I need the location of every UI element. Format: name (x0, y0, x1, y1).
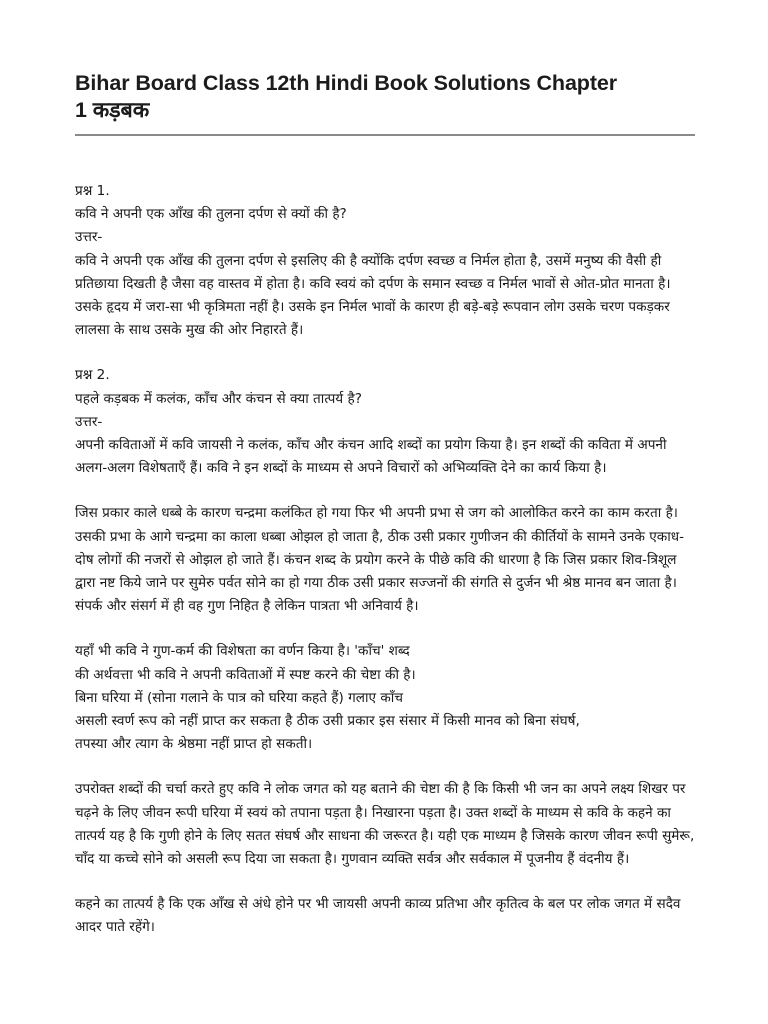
question-1-text: कवि ने अपनी एक आँख की तुलना दर्पण से क्यों की है? (75, 206, 347, 223)
paragraph-3-line: बिना घरिया में (सोना गलाने के पात्र को घरिया कहते हैं) गलाए काँच (75, 689, 403, 706)
answer-2-paragraph-4: उपरोक्त शब्दों की चर्चा करते हुए कवि ने लोक जगत को यह बताने की चेष्टा की है कि किसी भी जन का अपने लक्ष्य शिखर पर चढ़ने के लिए जीवन रूपी घरिया में स्वयं को तपाना पड़ता है। निखारना पड़ता है। उक्त शब्दों के माध्यम से कवि के कहने का तात्पर्य यह है कि गुणी होने के लिए सतत संघर्ष और साधना की जरूरत है। यही एक माध्यम है जिसके कारण जीवन रूपी सुमेरू, चाँद या कच्चे सोने को असली रूप दिया जा सकता है। गुणवान व्यक्ति सर्वत्र और सर्वकाल में पूजनीय हैं वंदनीय हैं। (75, 781, 695, 868)
article-body (75, 180, 695, 940)
answer-2-paragraph-1: अपनी कविताओं में कवि जायसी ने कलंक, काँच और कंचन आदि शब्दों का प्रयोग किया है। इन शब्दों की कविता में अपनी अलग-अलग विशेषताएँ हैं। कवि ने इन शब्दों के माध्यम से अपने विचारों को अभिव्यक्ति देने का कार्य किया है। (75, 437, 667, 477)
answer-2-paragraph-2: जिस प्रकार काले धब्बे के कारण चन्द्रमा कलंकित हो गया फिर भी अपनी प्रभा से जग को आलोकित करने का काम करता है। उसकी प्रभा के आगे चन्द्रमा का काला धब्बा ओझल हो जाता है, ठीक उसी प्रकार गुणीजन की कीर्तियों के सामने उनके एकाध-दोष लोगों की नजरों से ओझल हो जाते हैं। कंचन शब्द के प्रयोग करने के पीछे कवि की धारणा है कि जिस प्रकार शिव-त्रिशूल द्वारा नष्ट किये जाने पर सुमेरु पर्वत सोने का हो गया ठीक उसी प्रकार सज्जनों की संगति से दुर्जन भी श्रेष्ठ मानव बन जाता है। संपर्क और संसर्ग में ही वह गुण निहित है लेकिन पात्रता भी अनिवार्य है। (75, 505, 684, 615)
answer-2-label: उत्तर- (75, 413, 103, 430)
page-title-line-1: Bihar Board Class 12th Hindi Book Solutions Chapter (75, 71, 618, 95)
answer-1-text: कवि ने अपनी एक आँख की तुलना दर्पण से इसलिए की है क्योंकि दर्पण स्वच्छ व निर्मल होता है, उसमें मनुष्य की वैसी ही प्रतिछाया दिखती है जैसा वह वास्तव में होता है। कवि स्वयं को दर्पण के समान स्वच्छ व निर्मल भावों से ओत-प्रोत मानता है। उसके हृदय में जरा-सा भी कृत्रिमता नहीं है। उसके इन निर्मल भावों के कारण ही बड़े-बड़े रूपवान लोग उसके चरण पकड़कर लालसा के साथ उसके मुख की ओर निहारते हैं। (75, 252, 671, 339)
question-1-label: प्रश्न 1. (75, 183, 110, 199)
page-title-line-2: 1 कड़बक (75, 98, 150, 122)
answer-1-label: उत्तर- (75, 229, 103, 246)
question-2 (75, 364, 695, 480)
page-title (75, 70, 695, 124)
question-2-label: प्रश्न 2. (75, 367, 110, 384)
answer-2-paragraph-5: कहने का तात्पर्य है कि एक आँख से अंधे होने पर भी जायसी अपनी काव्य प्रतिभा और कृतित्व के बल पर लोक जगत में सदैव आदर पाते रहेंगे। (75, 896, 681, 936)
title-divider (75, 134, 695, 136)
paragraph-3-line: यहाँ भी कवि ने गुण-कर्म की विशेषता का वर्णन किया है। 'काँच' शब्द (75, 643, 410, 660)
question-1 (75, 180, 695, 342)
question-2-text: पहले कड़बक में कलंक, काँच और कंचन से क्या तात्पर्य है? (75, 390, 362, 407)
document-page (75, 70, 695, 940)
paragraph-3-line: तपस्या और त्याग के श्रेष्ठमा नहीं प्राप्त हो सकती। (75, 736, 313, 753)
paragraph-3-line: असली स्वर्ण रूप को नहीं प्राप्त कर सकता है ठीक उसी प्रकार इस संसार में किसी मानव को बिना संघर्ष, (75, 713, 580, 730)
answer-2-paragraph-3 (75, 640, 695, 756)
paragraph-3-line: की अर्थवत्ता भी कवि ने अपनी कविताओं में स्पष्ट करने की चेष्टा की है। (75, 666, 416, 683)
